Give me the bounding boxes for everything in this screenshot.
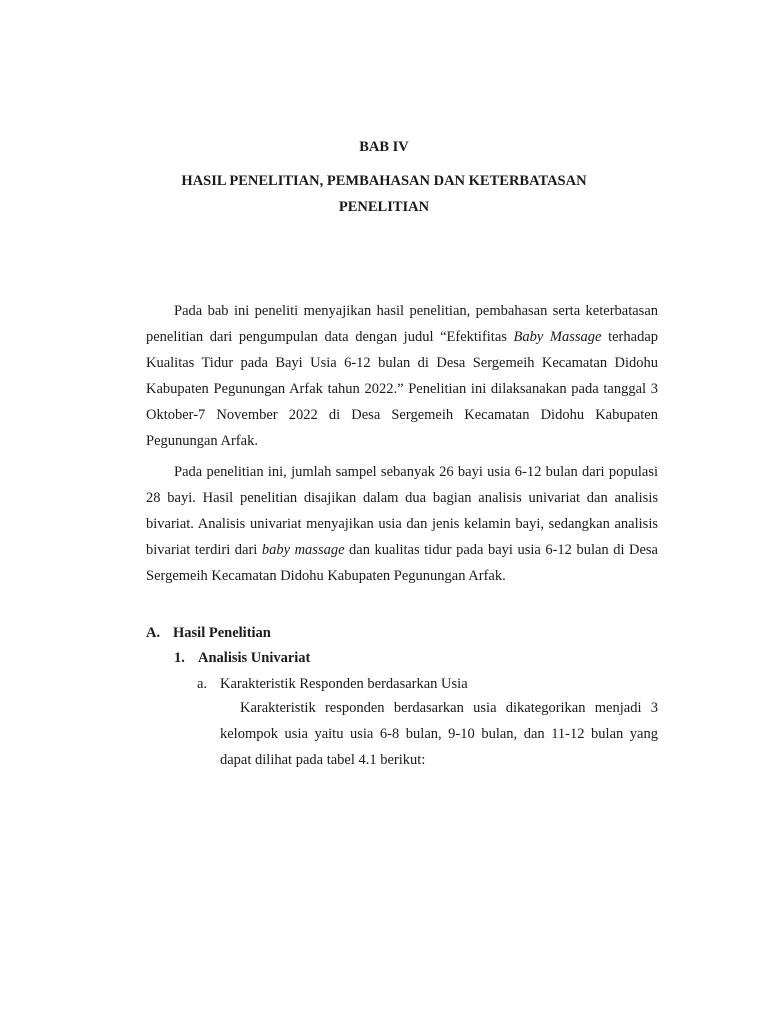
intro-paragraph-text-2: terhadap Kualitas Tidur pada Bayi Usia 6-12 bulan di Desa Sergemeih Kecamatan Didohu Kabupaten Pegunungan Arfak tahun 2022.” Penelitian ini dilaksanakan pada tanggal 3 Oktober-7 November 2022 di Desa Sergemeih Kecamatan Didohu Kabupaten Pegunungan Arfak. — [146, 329, 659, 449]
section-1-label: Analisis Univariat — [198, 650, 311, 666]
intro-paragraph-text-1: Pada bab ini peneliti menyajikan hasil penelitian, pembahasan serta keterbatasan penelitian dari pengumpulan data dengan judul “Efektifitas — [146, 303, 658, 345]
section-heading-a — [146, 620, 271, 646]
chapter-title-line-2: PENELITIAN — [338, 199, 430, 215]
section-a-label: Hasil Penelitian — [173, 625, 271, 641]
section-heading-1 — [174, 645, 310, 671]
sample-paragraph — [146, 459, 658, 589]
chapter-heading: BAB IV — [359, 139, 409, 155]
sample-paragraph-text-1: Pada penelitian ini, jumlah sampel sebanyak 26 bayi usia 6-12 bulan dari populasi 28 bayi. Hasil penelitian disajikan dalam dua bagian analisis univariat dan analisis bivariat. Analisis univariat menyajikan usia dan jenis kelamin bayi, sedangkan analisis bivariat terdiri dari — [146, 464, 658, 558]
section-1-marker: 1. — [174, 650, 185, 666]
chapter-title-line-1: HASIL PENELITIAN, PEMBAHASAN DAN KETERBATASAN — [181, 173, 587, 189]
subsection-heading-a — [197, 671, 468, 697]
sample-paragraph-italic: baby massage — [261, 542, 345, 558]
sample-paragraph-text-2: dan kualitas tidur pada bayi usia 6-12 bulan di Desa Sergemeih Kecamatan Didohu Kabupaten Pegunungan Arfak. — [146, 542, 658, 584]
chapter-title — [0, 168, 768, 220]
age-paragraph: Karakteristik responden berdasarkan usia dikategorikan menjadi 3 kelompok usia yaitu usia 6-8 bulan, 9-10 bulan, dan 11-12 bulan yang dapat dilihat pada tabel 4.1 berikut: — [220, 700, 658, 768]
subsection-a-label: Karakteristik Responden berdasarkan Usia — [220, 676, 468, 692]
intro-paragraph — [146, 298, 658, 454]
intro-paragraph-italic: Baby Massage — [513, 329, 602, 345]
subsection-a-marker: a. — [197, 676, 208, 692]
section-a-marker: A. — [146, 625, 161, 641]
